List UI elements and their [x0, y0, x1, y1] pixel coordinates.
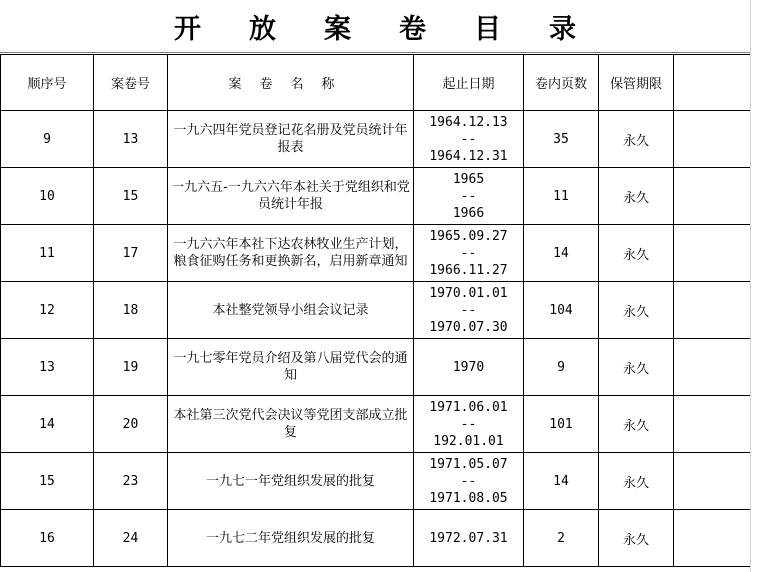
cell-retention[interactable]: 永久	[599, 225, 674, 282]
cell-empty[interactable]	[674, 453, 751, 510]
date-start: 1971.05.07	[429, 456, 508, 472]
cell-pages[interactable]: 2	[524, 510, 599, 567]
cell-empty[interactable]	[674, 396, 751, 453]
date-sep: --	[460, 416, 477, 432]
cell-retention[interactable]: 永久	[599, 111, 674, 168]
date-end: 1966	[452, 205, 485, 221]
header-seq: 顺序号	[1, 55, 94, 111]
page-title: 开放案卷目录	[0, 0, 750, 53]
cell-retention[interactable]: 永久	[599, 453, 674, 510]
table-row[interactable]	[1, 111, 751, 168]
date-start: 1965	[452, 171, 485, 187]
header-pages: 卷内页数	[524, 55, 599, 111]
cell-retention[interactable]: 永久	[599, 339, 674, 396]
cell-seq[interactable]: 14	[1, 396, 94, 453]
cell-pages[interactable]: 14	[524, 225, 599, 282]
date-start: 1971.06.01	[429, 399, 508, 415]
cell-seq[interactable]: 12	[1, 282, 94, 339]
cell-retention[interactable]: 永久	[599, 282, 674, 339]
cell-pages[interactable]: 9	[524, 339, 599, 396]
cell-pages[interactable]: 101	[524, 396, 599, 453]
cell-pages[interactable]: 11	[524, 168, 599, 225]
cell-empty[interactable]	[674, 168, 751, 225]
cell-file-no[interactable]: 17	[94, 225, 168, 282]
cell-seq[interactable]: 15	[1, 453, 94, 510]
cell-dates[interactable]	[414, 282, 524, 339]
table-body	[1, 111, 751, 567]
header-file-no: 案卷号	[94, 55, 168, 111]
cell-name[interactable]: 本社第三次党代会决议等党团支部成立批复	[168, 396, 414, 453]
cell-file-no[interactable]: 13	[94, 111, 168, 168]
sheet-edge	[750, 0, 751, 572]
table-row[interactable]	[1, 396, 751, 453]
date-start: 1964.12.13	[429, 114, 508, 130]
cell-file-no[interactable]: 20	[94, 396, 168, 453]
date-sep: --	[460, 473, 477, 489]
cell-empty[interactable]	[674, 111, 751, 168]
cell-pages[interactable]: 104	[524, 282, 599, 339]
cell-dates[interactable]	[414, 168, 524, 225]
header-row	[1, 55, 751, 111]
date-start: 1970.01.01	[429, 285, 508, 301]
table-row[interactable]	[1, 225, 751, 282]
table-row[interactable]	[1, 168, 751, 225]
cell-empty[interactable]	[674, 339, 751, 396]
cell-name[interactable]: 一九七一年党组织发展的批复	[168, 453, 414, 510]
cell-retention[interactable]: 永久	[599, 168, 674, 225]
date-end: 1964.12.31	[429, 148, 508, 164]
cell-retention[interactable]: 永久	[599, 510, 674, 567]
cell-pages[interactable]: 35	[524, 111, 599, 168]
table-row[interactable]	[1, 282, 751, 339]
cell-name[interactable]: 本社整党领导小组会议记录	[168, 282, 414, 339]
cell-dates[interactable]	[414, 510, 524, 567]
date-end: 1971.08.05	[429, 490, 508, 506]
date-start: 1972.07.31	[429, 530, 508, 546]
table-row[interactable]	[1, 453, 751, 510]
date-end: 1966.11.27	[429, 262, 508, 278]
cell-name[interactable]: 一九七二年党组织发展的批复	[168, 510, 414, 567]
table-row[interactable]	[1, 339, 751, 396]
cell-pages[interactable]: 14	[524, 453, 599, 510]
date-start: 1970	[452, 359, 485, 375]
cell-retention[interactable]: 永久	[599, 396, 674, 453]
date-sep: --	[460, 302, 477, 318]
header-retention: 保管期限	[599, 55, 674, 111]
cell-dates[interactable]	[414, 453, 524, 510]
cell-file-no[interactable]: 15	[94, 168, 168, 225]
cell-empty[interactable]	[674, 225, 751, 282]
cell-seq[interactable]: 13	[1, 339, 94, 396]
date-end: 1970.07.30	[429, 319, 508, 335]
cell-file-no[interactable]: 24	[94, 510, 168, 567]
header-dates: 起止日期	[414, 55, 524, 111]
cell-empty[interactable]	[674, 282, 751, 339]
cell-file-no[interactable]: 19	[94, 339, 168, 396]
cell-file-no[interactable]: 23	[94, 453, 168, 510]
date-start: 1965.09.27	[429, 228, 508, 244]
cell-file-no[interactable]: 18	[94, 282, 168, 339]
table-row[interactable]	[1, 510, 751, 567]
header-name: 案卷名称	[168, 55, 414, 111]
catalog-table	[0, 54, 751, 567]
date-sep: --	[460, 245, 477, 261]
cell-seq[interactable]: 16	[1, 510, 94, 567]
cell-name[interactable]: 一九七零年党员介绍及第八届党代会的通知	[168, 339, 414, 396]
cell-seq[interactable]: 9	[1, 111, 94, 168]
header-empty	[674, 55, 751, 111]
cell-name[interactable]: 一九六四年党员登记花名册及党员统计年报表	[168, 111, 414, 168]
cell-dates[interactable]	[414, 111, 524, 168]
cell-seq[interactable]: 11	[1, 225, 94, 282]
date-sep: --	[460, 131, 477, 147]
cell-name[interactable]: 一九六五-一九六六年本社关于党组织和党员统计年报	[168, 168, 414, 225]
date-sep: --	[460, 188, 477, 204]
cell-name[interactable]: 一九六六年本社下达农林牧业生产计划，粮食征购任务和更换新名，启用新章通知	[168, 225, 414, 282]
cell-seq[interactable]: 10	[1, 168, 94, 225]
cell-dates[interactable]	[414, 339, 524, 396]
cell-dates[interactable]	[414, 225, 524, 282]
cell-dates[interactable]	[414, 396, 524, 453]
date-end: 192.01.01	[433, 433, 504, 449]
cell-empty[interactable]	[674, 510, 751, 567]
